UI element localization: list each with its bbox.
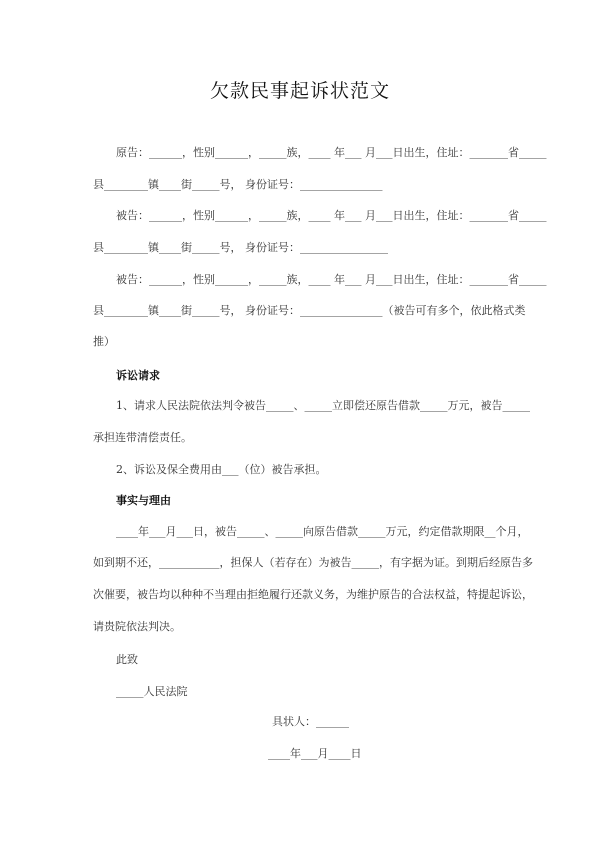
court-name: _____人民法院 bbox=[116, 685, 188, 698]
signer-line: 具状人：______ bbox=[272, 715, 349, 728]
facts-line-3: 次催要，被告均以种种不当理由拒绝履行还款义务，为维护原告的合法权益，特提起诉讼， bbox=[93, 588, 533, 601]
facts-line-2: 如到期不还，___________，担保人（若存在）为被告_____，有字据为证。到期后经原告多 bbox=[93, 556, 533, 569]
facts-line-1: ____年___月___日，被告_____、_____向原告借款_____万元，约定借款期限__个月， bbox=[116, 525, 529, 538]
salutation: 此致 bbox=[116, 653, 138, 666]
plaintiff-line-2: 县________镇____街_____号， 身份证号：_______________ bbox=[93, 178, 383, 191]
claim-2: 2、诉讼及保全费用由___（位）被告承担。 bbox=[116, 463, 327, 476]
document-title: 欠款民事起诉状范文 bbox=[209, 80, 390, 102]
defendant-1-line-1: 被告：______，性别______，_____族，____ 年___ 月___日出生，住址：_______省_____ bbox=[116, 209, 547, 222]
claim-1-line-2: 承担连带清偿责任。 bbox=[93, 431, 192, 444]
plaintiff-line-1: 原告：______，性别______，_____族，____ 年___ 月___日出生，住址：_______省_____ bbox=[116, 146, 547, 159]
claim-1-line-1: 1、请求人民法院依法判令被告_____、_____立即偿还原告借款_____万元，被告_____ bbox=[116, 399, 530, 412]
date-line: ____年___月____日 bbox=[268, 747, 362, 760]
facts-line-4: 请贵院依法判决。 bbox=[93, 620, 181, 633]
facts-heading: 事实与理由 bbox=[116, 494, 171, 507]
defendant-2-line-3: 推） bbox=[93, 335, 115, 348]
claims-heading: 诉讼请求 bbox=[116, 369, 160, 382]
defendant-2-line-1: 被告：______，性别______，_____族，____ 年___ 月___日出生，住址：_______省_____ bbox=[116, 273, 547, 286]
defendant-2-line-2: 县________镇____街_____号， 身份证号：_______________（被告可有多个，依此格式类 bbox=[93, 304, 526, 317]
defendant-1-line-2: 县________镇____街_____号， 身份证号：________________ bbox=[93, 241, 388, 254]
